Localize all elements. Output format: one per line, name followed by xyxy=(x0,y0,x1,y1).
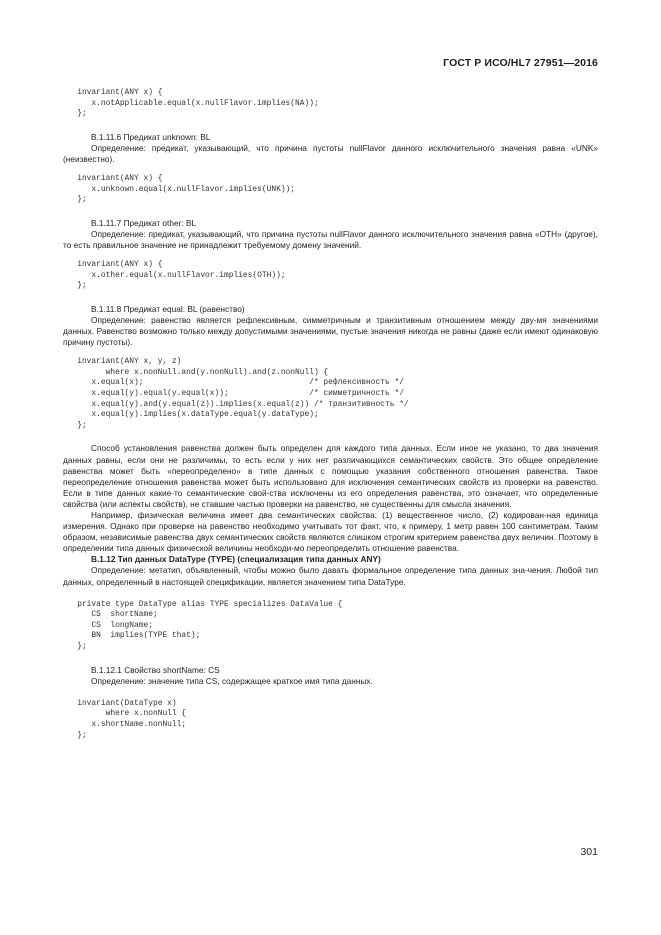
document-header: ГОСТ Р ИСО/HL7 27951—2016 xyxy=(443,57,598,69)
definition-shortname: Определение: значение типа CS, содержащее краткое имя типа данных. xyxy=(91,675,373,686)
paragraph-example: Например, физическая величина имеет два семантических свойства: (1) вещественное число, (2) кодирован-ная единица измерения. Однако при проверке на равенство необходимо учитывать тот факт, что, к примеру, 1 метр равен 100 сантиметрам. Таким образом, независимые равенства двух семантических свойств являются слишком строгим критерием равенства двух величин. Поэтому в определении типа данных физической величины необходи-мо переопределить отношение равенства. xyxy=(63,510,598,554)
definition-unknown: Определение: предикат, указывающий, что причина пустоты nullFlavor данного исключительного значения равна «UNK» (неизвестно). xyxy=(63,142,598,164)
heading-shortname: В.1.12.1 Свойство shortName: CS xyxy=(91,664,220,675)
definition-other: Определение: предикат, указывающий, что причина пустоты nullFlavor данного исключительного значения равна «OTH» (другое), то есть правильное значение не принадлежит требуемому домену значений. xyxy=(63,228,598,251)
code-block-not-applicable: invariant(ANY x) { x.notApplicable.equal(x.nullFlavor.implies(NA)); }; xyxy=(77,88,319,119)
heading-other: В.1.11.7 Предикат other: BL xyxy=(91,217,197,228)
heading-unknown: В.1.11.6 Предикат unknown: BL xyxy=(91,131,211,142)
definition-datatype: Определение: метатип, объявленный, чтобы можно было давать формальное определение типа данных зна-чения. Любой тип данных, определенный в настоящей спецификации, является значением типа DataType. xyxy=(63,565,598,587)
paragraph-equality: Способ установления равенства должен быть определен для каждого типа данных. Если иное не указано, то два значения данных равны, если они не различимы, то есть если у них нет различающихся семантических свойств. Это общее определение равенства может быть «переопределено» в типе данных с помощью указания собственного отношения равенства. Такое переопределение отношения равенства может быть использовано для исключения семантических свойств из проверки на равенство. Если в типе данных какие-то семантические свой-ства исключены из его определения равенства, это означает, что определенные свойства (или аспекты свойств), не ставшие частью проверки на равенство, не существенны для смысла значения. xyxy=(63,443,598,509)
page-content xyxy=(63,88,598,741)
heading-equal: В.1.11.8 Предикат equal: BL (равенство) xyxy=(91,303,245,314)
code-block-equal: invariant(ANY x, y, z) where x.nonNull.and(y.nonNull).and(z.nonNull) { x.equal(x); /* рефлексивность */ x.equal(y).equal(y.equal(x)); /* симметричность */ x.equal(y).and(y.equal(z)).implies(x.equal(z)) /* транзитивность */ x.equal(y).implies(x.dataType.equal(y.dataType); }; xyxy=(77,357,409,430)
code-block-unknown: invariant(ANY x) { x.unknown.equal(x.nullFlavor.implies(UNK)); }; xyxy=(77,174,296,205)
code-block-shortname: invariant(DataType x) where x.nonNull { x.shortName.nonNull; }; xyxy=(77,698,187,740)
code-block-other: invariant(ANY x) { x.other.equal(x.nullFlavor.implies(OTH)); }; xyxy=(77,260,286,291)
definition-equal: Определение: равенство является рефлексивным, симметричным и транзитивным отношением между дву-мя значениями данных. Равенство возможно только между допустимыми значениями, пустые значения никогда не равны (даже если имеют одинаковую причину пустоты). xyxy=(63,315,598,348)
code-block-datatype: private type DataType alias TYPE specializes DataValue { CS shortName; CS longName; BN implies(TYPE that); }; xyxy=(77,599,343,652)
page-number: 301 xyxy=(580,846,598,858)
heading-datatype: В.1.12 Тип данных DataType (TYPE) (специализация типа данных ANY) xyxy=(91,554,381,565)
